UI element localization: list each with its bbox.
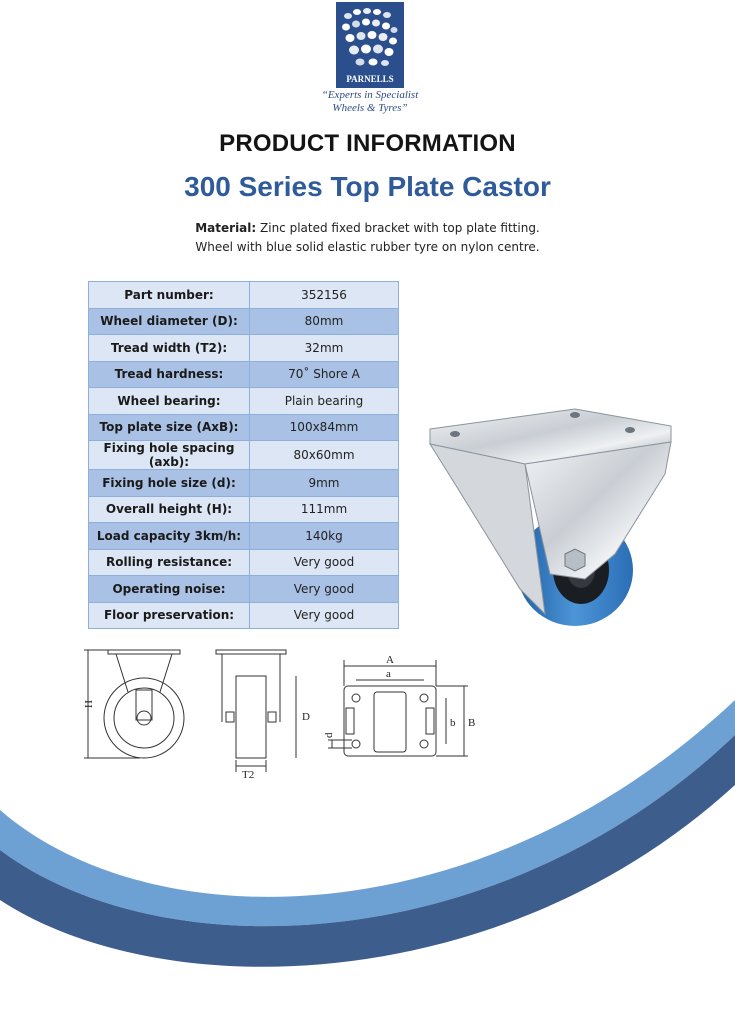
spec-row [89,602,399,629]
spec-value: 140kg [250,523,399,550]
spec-row [89,335,399,362]
spec-row [89,282,399,309]
label-b-lower: b [450,717,456,729]
product-title: 300 Series Top Plate Castor [184,171,551,202]
spec-label: Part number: [89,282,250,309]
spec-row [89,576,399,603]
spec-label: Load capacity 3km/h: [89,523,250,550]
page-heading: PRODUCT INFORMATION [219,130,516,157]
spec-table [88,281,399,629]
spec-value: 9mm [250,470,399,497]
spec-row [89,496,399,523]
spec-value: 100x84mm [250,414,399,441]
spec-label: Top plate size (AxB): [89,414,250,441]
logo-emblem-icon [336,2,404,88]
material-description [180,219,555,257]
spec-row [89,523,399,550]
spec-row [89,441,399,470]
spec-value: 111mm [250,496,399,523]
label-h: H [83,700,95,708]
parnells-logo [336,2,404,88]
spec-label: Tread width (T2): [89,335,250,362]
spec-label: Floor preservation: [89,602,250,629]
logo-brand: PARNELLS [346,74,394,84]
bracket-leg-side [525,442,671,579]
material-label: Material: [195,221,257,235]
label-t2: T2 [242,769,255,780]
spec-label: Wheel diameter (D): [89,308,250,335]
spec-label: Fixing hole spacing (axb): [89,441,250,470]
spec-value: Very good [250,549,399,576]
spec-row [89,414,399,441]
material-text: Zinc plated fixed bracket with top plate fitting. Wheel with blue solid elastic rubber tyre on nylon centre. [195,221,540,254]
spec-value: 352156 [250,282,399,309]
spec-value: Very good [250,576,399,603]
spec-value: 32mm [250,335,399,362]
spec-row [89,361,399,388]
label-d-hole: d [323,732,335,738]
spec-row [89,549,399,576]
label-a-lower: a [386,668,391,680]
decorative-wave [0,700,735,1024]
spec-value: Plain bearing [250,388,399,415]
label-a-upper: A [386,654,394,666]
spec-label: Overall height (H): [89,496,250,523]
spec-label: Operating noise: [89,576,250,603]
logo-tagline [312,89,428,115]
spec-row [89,470,399,497]
spec-value: 80x60mm [250,441,399,470]
label-d-diameter: D [302,711,310,723]
spec-label: Tread hardness: [89,361,250,388]
label-b-upper: B [468,717,476,729]
logo-tagline-line1: “Experts in Specialist [321,89,419,101]
logo-tagline-line2: Wheels & Tyres” [332,102,408,114]
spec-label: Rolling resistance: [89,549,250,576]
spec-row [89,388,399,415]
spec-value: 80mm [250,308,399,335]
axle-nut-icon [565,549,585,571]
spec-value: 70˚ Shore A [250,361,399,388]
spec-row [89,308,399,335]
spec-value: Very good [250,602,399,629]
castor-photo [425,404,673,626]
spec-label: Fixing hole size (d): [89,470,250,497]
spec-label: Wheel bearing: [89,388,250,415]
